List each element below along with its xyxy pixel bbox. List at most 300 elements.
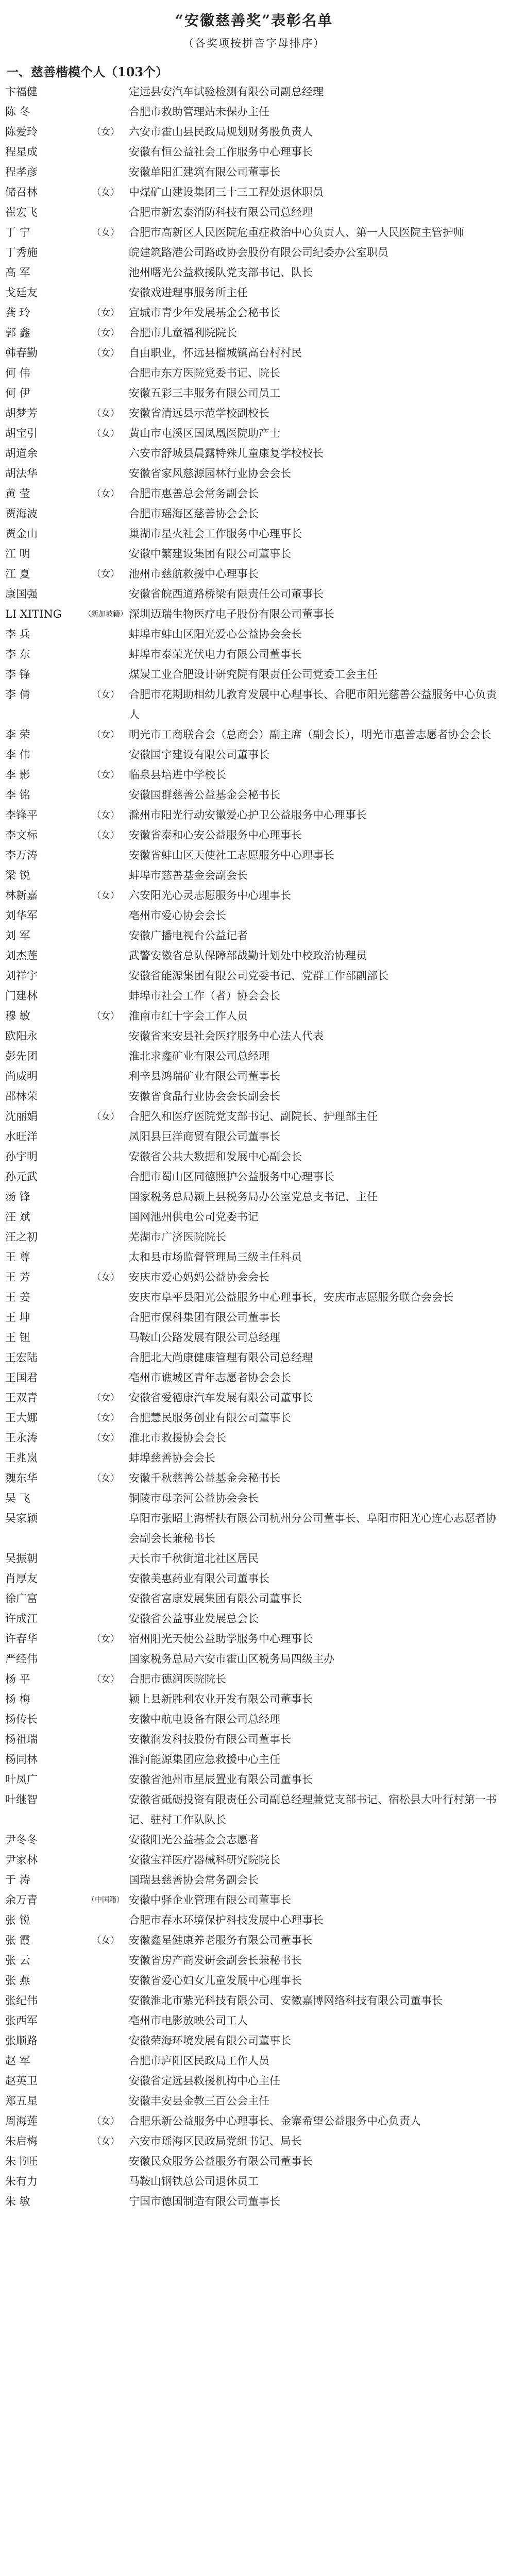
honoree-description: 安徽省食品行业协会会长副会长 [129, 1090, 280, 1103]
honoree-description: 深圳迈瑞生物医疗电子股份有限公司董事长 [129, 608, 334, 620]
honoree-description: 安徽戏进理事服务所主任 [129, 286, 248, 299]
list-item [0, 1790, 508, 1830]
honoree-note: （女） [92, 127, 120, 138]
honoree-description: 合肥市惠善总会常务副会长 [129, 487, 259, 500]
list-item [0, 1227, 508, 1247]
list-item [0, 343, 508, 363]
honoree-name: 赵 军 [5, 2055, 30, 2067]
list-item [0, 1388, 508, 1408]
honoree-note: （新加坡籍） [84, 610, 127, 618]
honoree-name: 杨 平 [5, 1673, 30, 1685]
list-item [0, 2011, 508, 2031]
honoree-description: 安徽省池州市星辰置业有限公司董事长 [129, 1773, 313, 1786]
honoree-name: 贾海波 [5, 507, 38, 520]
honoree-description: 安徽省来安县社会医疗服务中心法人代表 [129, 1030, 324, 1042]
list-item [0, 363, 508, 383]
list-item [0, 323, 508, 343]
honoree-name: 王永涛 [5, 1432, 38, 1444]
honoree-description: 定远县安汽车试验检测有限公司副总经理 [129, 86, 324, 98]
honoree-description: 安徽中航电设备有限公司总经理 [129, 1713, 280, 1725]
honoree-description: 合肥市保科集团有限公司董事长 [129, 1311, 280, 1324]
list-item [0, 1770, 508, 1790]
list-item [0, 1328, 508, 1348]
list-item [0, 2111, 508, 2131]
honoree-name: 何 伊 [5, 387, 30, 399]
list-item [0, 1549, 508, 1569]
honoree-description: 安徽省公共大数据和发展中心副会长 [129, 1150, 302, 1163]
honoree-note: （女） [92, 408, 120, 419]
honoree-name: 汪之初 [5, 1231, 38, 1243]
list-item [0, 1870, 508, 1890]
list-item [0, 1709, 508, 1730]
honoree-description: 国瑞县慈善协会常务副会长 [129, 1874, 259, 1886]
page-subtitle: （各奖项按拼音字母排序） [183, 37, 325, 49]
honoree-description: 蚌埠市慈善基金会副会长 [129, 869, 248, 882]
list-item [0, 1308, 508, 1328]
list-item [0, 1107, 508, 1127]
list-item [0, 1509, 508, 1549]
honoree-note: （女） [92, 810, 120, 821]
honoree-name: 刘祥宇 [5, 970, 38, 982]
honoree-name: 杨同林 [5, 1753, 38, 1766]
list-item [0, 403, 508, 423]
list-item [0, 2031, 508, 2051]
list-item [0, 82, 508, 102]
honoree-name: 朱有力 [5, 2175, 38, 2188]
honoree-note: （女） [92, 890, 120, 901]
honoree-name: 王 尊 [5, 1251, 30, 1263]
honoree-description: 国网池州供电公司党委书记 [129, 1211, 259, 1223]
honoree-description: 黄山市屯溪区国凤凰医院助产士 [129, 427, 280, 439]
honoree-description: 安徽国群慈善公益基金会秘书长 [129, 789, 280, 801]
list-item [0, 1348, 508, 1368]
honoree-name: 何 伟 [5, 367, 30, 379]
list-item [0, 845, 508, 866]
honoree-name: 王 坤 [5, 1311, 30, 1324]
list-item [0, 1669, 508, 1689]
honoree-name: 张 云 [5, 1954, 30, 1967]
list-item [0, 1971, 508, 1991]
list-item [0, 303, 508, 323]
honoree-description: 煤炭工业合肥设计研究院有限责任公司党委工会主任 [129, 668, 378, 681]
honoree-description: 阜阳市张昭上海帮扶有限公司杭州分公司董事长、阜阳市阳光心连心志愿者协会副会长兼秘书长 [129, 1512, 497, 1545]
honoree-name: 叶凤广 [5, 1773, 38, 1786]
honoree-description: 池州曙光公益救援队党支部书记、队长 [129, 266, 313, 279]
list-item [0, 1830, 508, 1850]
honoree-name: 程孝彦 [5, 166, 38, 178]
honoree-description: 武警安徽省总队保障部战勤计划处中校政治协理员 [129, 950, 367, 962]
honoree-name: 朱 敏 [5, 2195, 30, 2208]
honoree-name: 吴家颖 [5, 1512, 38, 1524]
honoree-name: 郭 鑫 [5, 327, 30, 339]
honoree-name: 丁 宁 [5, 226, 30, 239]
honoree-name: 李 荣 [5, 728, 30, 741]
honoree-description: 安徽省家风慈源园林行业协会会长 [129, 467, 291, 480]
honoree-description: 合肥市花期助相幼儿教育发展中心理事长、合肥市阳光慈善公益服务中心负责人 [129, 688, 497, 721]
honoree-note: （女） [92, 2116, 120, 2127]
honoree-description: 安徽省能源集团有限公司党委书记、党群工作部副部长 [129, 970, 388, 982]
honoree-description: 合肥市东方医院党委书记、院长 [129, 367, 280, 379]
honoree-description: 安徽荣海环境发展有限公司董事长 [129, 2035, 291, 2047]
honoree-description: 安徽省泰和心安公益服务中心理事长 [129, 829, 302, 841]
honoree-note: （女） [92, 1111, 120, 1122]
honoree-description: 安徽省富康发展集团有限公司董事长 [129, 1592, 302, 1605]
honoree-description: 安徽鑫星健康养老服务有限公司董事长 [129, 1934, 313, 1946]
honoree-description: 安徽省爱心妇女儿童发展中心理事长 [129, 1974, 302, 1987]
list-item [0, 946, 508, 966]
honoree-name: 储召林 [5, 186, 38, 198]
honoree-description: 亳州市电影放映公司工人 [129, 2014, 248, 2027]
honoree-name: 江 夏 [5, 568, 30, 580]
list-item [0, 1066, 508, 1087]
list-item [0, 564, 508, 584]
honoree-description: 安徽广播电视台公益记者 [129, 929, 248, 942]
honoree-name: 李 铭 [5, 789, 30, 801]
honoree-description: 国家税务总局颍上县税务局办公室党总支书记、主任 [129, 1191, 378, 1203]
list-item [0, 243, 508, 263]
list-item [0, 1850, 508, 1870]
list-item [0, 1147, 508, 1167]
list-item [0, 785, 508, 805]
list-item [0, 805, 508, 825]
honoree-description: 中煤矿山建设集团三十三工程处退休职员 [129, 186, 324, 198]
honoree-description: 安徽中繁建设集团有限公司董事长 [129, 548, 291, 560]
honoree-name: 王国君 [5, 1371, 38, 1384]
honoree-description: 合肥市德润医院院长 [129, 1673, 226, 1685]
list-item [0, 1408, 508, 1428]
honoree-name: 梁 锐 [5, 869, 30, 882]
list-item [0, 906, 508, 926]
list-item [0, 1488, 508, 1509]
honoree-name: 叶继智 [5, 1793, 38, 1806]
list-item [0, 1267, 508, 1287]
honoree-name: 卞福健 [5, 86, 38, 98]
honoree-name: 李 影 [5, 769, 30, 781]
list-item [0, 102, 508, 122]
list-item [0, 2131, 508, 2151]
honoree-note: （女） [92, 187, 120, 198]
honoree-note: （女） [92, 328, 120, 338]
list-item [0, 142, 508, 162]
honoree-description: 安徽省爱德康汽车发展有限公司董事长 [129, 1392, 313, 1404]
list-item [0, 866, 508, 886]
honoree-description: 六安市舒城县晨露特殊儿童康复学校校长 [129, 447, 324, 460]
honoree-name: 高 军 [5, 266, 30, 279]
honoree-note: （女） [92, 730, 120, 740]
honoree-name: 尹冬冬 [5, 1834, 38, 1846]
list-item [0, 1890, 508, 1910]
honoree-name: 丁秀施 [5, 246, 38, 259]
page-title: “安徽慈善奖”表彰名单 [175, 12, 333, 29]
list-item [0, 1167, 508, 1187]
honoree-note: （女） [92, 348, 120, 359]
honoree-name: 严经伟 [5, 1653, 38, 1665]
honoree-note: （女） [92, 1433, 120, 1444]
honoree-description: 合肥市救助管理站未保办主任 [129, 106, 269, 118]
list-item [0, 1448, 508, 1468]
honoree-name: 吴振朝 [5, 1552, 38, 1565]
list-item [0, 1207, 508, 1227]
honoree-description: 马鞍山钢铁总公司退休员工 [129, 2175, 259, 2188]
honoree-note: （女） [92, 428, 120, 439]
list-item [0, 504, 508, 524]
honoree-description: 安庆市阜平县阳光公益服务中心理事长，安庆市志愿服务联合会会长 [129, 1291, 453, 1303]
honoree-description: 安徽千秋慈善公益基金会秘书长 [129, 1472, 280, 1484]
honoree-description: 明光市工商联合会（总商会）副主席（副会长），明光市惠善志愿者协会会长 [129, 728, 492, 741]
honoree-name: 韩春勤 [5, 347, 38, 359]
list-item [0, 1910, 508, 1930]
list-item [0, 1629, 508, 1649]
list-item [0, 1930, 508, 1951]
honoree-name: 王双青 [5, 1392, 38, 1404]
honoree-name: 陈 冬 [5, 106, 30, 118]
honoree-name: 孙元武 [5, 1171, 38, 1183]
list-item [0, 223, 508, 243]
honoree-description: 宣城市青少年发展基金会秘书长 [129, 307, 280, 319]
honoree-name: 李 倩 [5, 688, 30, 701]
honoree-description: 安徽阳光公益基金会志愿者 [129, 1834, 259, 1846]
honoree-name: 李锋平 [5, 809, 38, 821]
list-item [0, 624, 508, 645]
list-item [0, 444, 508, 464]
honoree-description: 安徽丰安县金教三百公会主任 [129, 2095, 269, 2107]
list-item [0, 1468, 508, 1488]
honoree-name: 张 燕 [5, 1974, 30, 1987]
honoree-name: 刘 军 [5, 929, 30, 942]
honoree-note: （女） [92, 770, 120, 781]
honoree-name: 张 霞 [5, 1934, 30, 1946]
list-item [0, 986, 508, 1006]
honoree-name: 李 伟 [5, 749, 30, 761]
list-item [0, 2172, 508, 2192]
honoree-description: 安徽省砥砺投资有限责任公司副总经理兼党支部书记、宿松县大叶行村第一书记、驻村工作队队长 [129, 1793, 497, 1826]
honoree-note: （女） [92, 1634, 120, 1645]
honoree-name: 许成江 [5, 1613, 38, 1625]
honoree-name: 穆 敏 [5, 1010, 30, 1022]
honoree-description: 淮南市红十字会工作人员 [129, 1010, 248, 1022]
honoree-name: 张西军 [5, 2014, 38, 2027]
honoree-note: （女） [92, 488, 120, 499]
list-item [0, 1569, 508, 1589]
honoree-note: （女） [92, 1011, 120, 1022]
honoree-description: 安徽五彩三丰服务有限公司员工 [129, 387, 280, 399]
honoree-name: 王 姜 [5, 1291, 30, 1303]
honoree-note: （女） [92, 1935, 120, 1946]
list-item [0, 1026, 508, 1046]
honoree-description: 六安市瑶海区民政局党组书记、局长 [129, 2135, 302, 2147]
honoree-name: 赵英卫 [5, 2075, 38, 2087]
honoree-description: 安徽有恒公益社会工作服务中心理事长 [129, 146, 313, 158]
list-item [0, 202, 508, 223]
honoree-description: 安徽宝祥医疗器械科研究院院长 [129, 1854, 280, 1866]
honoree-description: 安徽省皖西道路桥梁有限责任公司董事长 [129, 588, 324, 600]
honoree-name: 崔宏飞 [5, 206, 38, 218]
list-item [0, 1589, 508, 1609]
honoree-name: 胡法华 [5, 467, 38, 480]
honoree-name: 李 锋 [5, 668, 30, 681]
honoree-name: 徐广富 [5, 1592, 38, 1605]
honoree-description: 凤阳县巨洋商贸有限公司董事长 [129, 1130, 280, 1143]
honoree-note: （女） [92, 569, 120, 580]
honoree-description: 自由职业，怀远县榴城镇高台村村民 [129, 347, 302, 359]
honoree-description: 淮北求鑫矿业有限公司总经理 [129, 1050, 269, 1062]
honoree-name: 李万涛 [5, 849, 38, 861]
honoree-description: 蚌埠市蚌山区阳光爱心公益协会会长 [129, 628, 302, 640]
list-item [0, 604, 508, 624]
list-item [0, 182, 508, 202]
list-item [0, 524, 508, 544]
honoree-description: 亳州市谯城区青年志愿者协会会长 [129, 1371, 291, 1384]
honoree-description: 宿州阳光天使公益助学服务中心理事长 [129, 1633, 313, 1645]
honoree-description: 安徽美惠药业有限公司董事长 [129, 1572, 269, 1585]
list-item [0, 645, 508, 665]
list-item [0, 725, 508, 745]
honoree-name: 贾金山 [5, 528, 38, 540]
honoree-description: 蚌埠市社会工作（者）协会会长 [129, 990, 280, 1002]
honoree-description: 安徽省清远县示范学校副校长 [129, 407, 269, 419]
honoree-name: 李文标 [5, 829, 38, 841]
honoree-name: 沈丽娟 [5, 1110, 38, 1123]
honoree-note: （女） [92, 689, 120, 700]
honoree-description: 六安市霍山县民政局规划财务股负责人 [129, 126, 313, 138]
honoree-description: 皖建筑路港公司路政协会股份有限公司纪委办公室职员 [129, 246, 388, 259]
honoree-name: 黄 莹 [5, 487, 30, 500]
list-item [0, 544, 508, 564]
honoree-description: 安徽省蚌山区天使社工志愿服务中心理事长 [129, 849, 334, 861]
honoree-description: 合肥市蜀山区同德照护公益服务中心理事长 [129, 1171, 334, 1183]
honoree-name: 尹家林 [5, 1854, 38, 1866]
honoree-description: 宁国市德国制造有限公司董事长 [129, 2195, 280, 2208]
honoree-name: 戈廷友 [5, 286, 38, 299]
honoree-name: 刘杰莲 [5, 950, 38, 962]
honoree-name: 胡道余 [5, 447, 38, 460]
list-item [0, 464, 508, 484]
list-item [0, 966, 508, 986]
honoree-name: 彭先团 [5, 1050, 38, 1062]
list-item [0, 1730, 508, 1750]
honoree-description: 合肥市新宏泰消防科技有限公司总经理 [129, 206, 313, 218]
list-item [0, 1951, 508, 1971]
honoree-description: 安徽国宇建设有限公司董事长 [129, 749, 269, 761]
honoree-description: 合肥慧民服务创业有限公司董事长 [129, 1412, 291, 1424]
list-item [0, 1247, 508, 1267]
list-item [0, 1087, 508, 1107]
honoree-name: 许春华 [5, 1633, 38, 1645]
honoree-name: 汤 锋 [5, 1191, 30, 1203]
honoree-description: 合肥市高新区人民医院危重症救治中心负责人、第一人民医院主管护师 [129, 226, 464, 239]
honoree-description: 国家税务总局六安市霍山区税务局四级主办 [129, 1653, 334, 1665]
honoree-name: 刘华军 [5, 909, 38, 922]
honoree-name: 林新嘉 [5, 889, 38, 902]
honoree-name: 王兆岚 [5, 1452, 38, 1464]
list-item [0, 1609, 508, 1629]
list-item [0, 162, 508, 182]
honoree-note: （女） [92, 1393, 120, 1403]
honoree-name: 康国强 [5, 588, 38, 600]
list-item [0, 283, 508, 303]
honoree-name: 肖厚友 [5, 1572, 38, 1585]
honoree-note: （女） [92, 308, 120, 318]
honoree-description: 合肥市瑶海区慈善协会会长 [129, 507, 259, 520]
honoree-description: 六安阳光心灵志愿服务中心理事长 [129, 889, 291, 902]
list-item [0, 1689, 508, 1709]
honoree-list [0, 82, 508, 2212]
list-item [0, 484, 508, 504]
honoree-name: 周海莲 [5, 2115, 38, 2127]
list-item [0, 1428, 508, 1448]
honoree-name: 杨传长 [5, 1713, 38, 1725]
honoree-name: 王大娜 [5, 1412, 38, 1424]
honoree-description: 合肥市春水环境保护科技发展中心理事长 [129, 1914, 324, 1926]
honoree-name: 胡宝引 [5, 427, 38, 439]
honoree-description: 颍上县新胜利农业开发有限公司董事长 [129, 1693, 313, 1705]
honoree-description: 安徽中驿企业管理有限公司董事长 [129, 1894, 291, 1906]
list-item [0, 825, 508, 845]
honoree-description: 安徽省公益事业发展总会长 [129, 1613, 259, 1625]
honoree-name: 门建林 [5, 990, 38, 1002]
honoree-name: 邵林荣 [5, 1090, 38, 1103]
honoree-description: 安徽淮北市紫光科技有限公司、安徽嘉博网络科技有限公司董事长 [129, 1994, 443, 2007]
honoree-name: 王 钮 [5, 1331, 30, 1344]
honoree-name: 杨祖瑞 [5, 1733, 38, 1745]
honoree-name: 魏东华 [5, 1472, 38, 1484]
honoree-name: 胡梦芳 [5, 407, 38, 419]
honoree-description: 安徽省房产商发研会副会长兼秘书长 [129, 1954, 302, 1967]
list-item [0, 1991, 508, 2011]
list-item [0, 2071, 508, 2091]
list-item [0, 2151, 508, 2172]
section-heading: 一、慈善楷模个人（103个） [6, 64, 168, 79]
honoree-name: 余万青 [5, 1894, 38, 1906]
honoree-description: 安庆市爱心妈妈公益协会会长 [129, 1271, 269, 1283]
honoree-name: 朱启梅 [5, 2135, 38, 2147]
honoree-description: 安徽润发科技股份有限公司董事长 [129, 1733, 291, 1745]
honoree-name: 水旺洋 [5, 1130, 38, 1143]
honoree-description: 安徽民众服务公益服务有限公司董事长 [129, 2155, 313, 2167]
honoree-description: 利辛县鸿瑞矿业有限公司董事长 [129, 1070, 280, 1082]
honoree-name: 陈爱玲 [5, 126, 38, 138]
honoree-name: LI XITING [5, 608, 62, 620]
list-item [0, 1287, 508, 1308]
list-item [0, 2091, 508, 2111]
honoree-description: 铜陵市母亲河公益协会会长 [129, 1492, 259, 1504]
list-item [0, 423, 508, 444]
honoree-note: （女） [92, 227, 120, 238]
honoree-name: 江 明 [5, 548, 30, 560]
list-item [0, 1368, 508, 1388]
honoree-name: 张顺路 [5, 2035, 38, 2047]
honoree-name: 孙宇明 [5, 1150, 38, 1163]
list-item [0, 1006, 508, 1026]
honoree-name: 于 涛 [5, 1874, 30, 1886]
honoree-name: 吴 飞 [5, 1492, 30, 1504]
honoree-description: 合肥北大尚康健康管理有限公司总经理 [129, 1351, 313, 1364]
list-item [0, 886, 508, 906]
list-item [0, 685, 508, 725]
honoree-name: 王宏陆 [5, 1351, 38, 1364]
honoree-name: 杨 梅 [5, 1693, 30, 1705]
honoree-name: 龚 玲 [5, 307, 30, 319]
honoree-description: 合肥市儿童福利院院长 [129, 327, 237, 339]
list-item [0, 383, 508, 403]
honoree-description: 马鞍山公路发展有限公司总经理 [129, 1331, 280, 1344]
list-item [0, 1187, 508, 1207]
honoree-name: 程星成 [5, 146, 38, 158]
honoree-note: （女） [92, 1473, 120, 1484]
honoree-description: 巢湖市星火社会工作服务中心理事长 [129, 528, 302, 540]
honoree-description: 合肥市庐阳区民政局工作人员 [129, 2055, 269, 2067]
honoree-name: 张纪伟 [5, 1994, 38, 2007]
